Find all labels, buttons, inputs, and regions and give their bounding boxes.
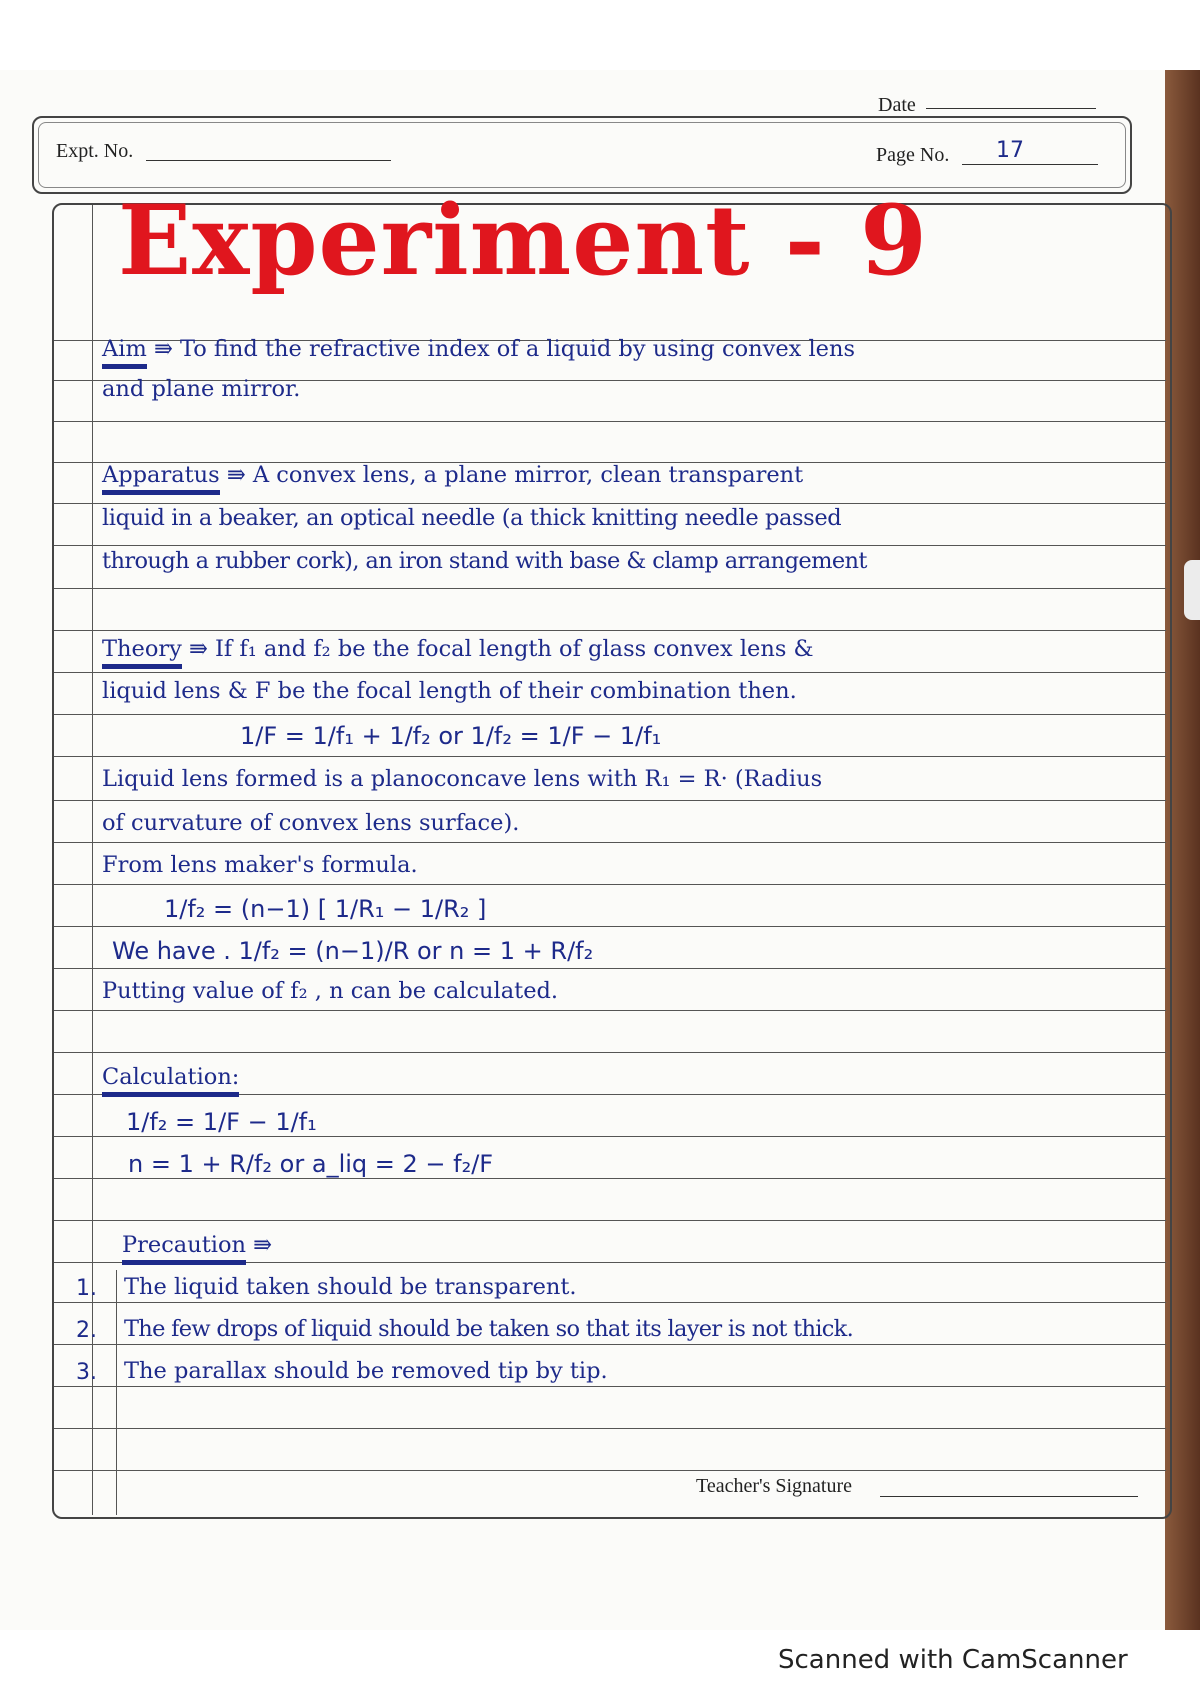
calculation-heading: Calculation: — [102, 1064, 239, 1097]
rule-line — [54, 842, 1166, 843]
rule-line — [54, 1344, 1166, 1345]
theory-text: If f₁ and f₂ be the focal length of glass convex lens & — [215, 636, 814, 662]
apparatus-line-1 — [102, 462, 803, 488]
aim-heading: Aim — [102, 336, 147, 369]
precaution-number: 2. — [76, 1318, 97, 1343]
precaution-line — [122, 1232, 272, 1258]
calculation-line — [102, 1064, 239, 1090]
rule-line — [54, 1302, 1166, 1303]
precaution-heading: Precaution — [122, 1232, 246, 1265]
header-box — [32, 116, 1132, 194]
theory-line-6: Putting value of f₂ , n can be calculated. — [102, 978, 559, 1004]
theory-formula-1: 1/F = 1/f₁ + 1/f₂ or 1/f₂ = 1/F − 1/f₁ — [240, 722, 662, 750]
expt-no-line — [146, 160, 391, 161]
arrow-icon: ⇛ — [188, 636, 215, 662]
apparatus-text: A convex lens, a plane mirror, clean transparent — [252, 462, 804, 488]
theory-formula-3: We have . 1/f₂ = (n−1)/R or n = 1 + R/f₂ — [112, 937, 594, 965]
rule-line — [54, 588, 1166, 589]
arrow-icon: ⇛ — [153, 336, 180, 362]
rule-line — [54, 800, 1166, 801]
rule-line — [54, 926, 1166, 927]
rule-line — [54, 968, 1166, 969]
arrow-icon: ⇛ — [253, 1232, 273, 1258]
theory-heading: Theory — [102, 636, 182, 669]
rule-line — [54, 1386, 1166, 1387]
rule-line — [54, 1220, 1166, 1221]
arrow-icon: ⇛ — [226, 462, 253, 488]
page-no-line — [962, 164, 1098, 165]
rule-line — [54, 884, 1166, 885]
rule-line — [54, 1052, 1166, 1053]
expt-no-label: Expt. No. — [56, 140, 134, 162]
rule-line — [54, 503, 1166, 504]
date-line — [926, 108, 1096, 109]
aim-line-1 — [102, 336, 855, 362]
apparatus-line-3: through a rubber cork), an iron stand with base & clamp arrangement — [102, 548, 867, 574]
rule-line — [54, 630, 1166, 631]
apparatus-heading: Apparatus — [102, 462, 220, 495]
pen-tip — [1184, 560, 1200, 620]
theory-line-5: From lens maker's formula. — [102, 852, 418, 878]
page-number: 17 — [996, 138, 1024, 163]
date-label: Date — [878, 94, 916, 116]
theory-formula-2: 1/f₂ = (n−1) [ 1/R₁ − 1/R₂ ] — [164, 895, 487, 923]
experiment-title: Experiment - 9 — [118, 184, 928, 297]
rule-line — [54, 1470, 1166, 1471]
rule-line — [54, 672, 1166, 673]
rule-line — [54, 1010, 1166, 1011]
theory-line-2: liquid lens & F be the focal length of their combination then. — [102, 678, 797, 704]
aim-text: To find the refractive index of a liquid by using convex lens — [179, 336, 856, 362]
theory-line-3: Liquid lens formed is a planoconcave lens with R₁ = R· (Radius — [102, 766, 823, 792]
rule-line — [54, 756, 1166, 757]
teacher-signature-line — [880, 1496, 1138, 1497]
calculation-formula-1: 1/f₂ = 1/F − 1/f₁ — [126, 1108, 317, 1136]
rule-line — [54, 714, 1166, 715]
precaution-item: The few drops of liquid should be taken so that its layer is not thick. — [124, 1316, 854, 1342]
precaution-number: 3. — [76, 1360, 97, 1385]
theory-line-4: of curvature of convex lens surface). — [102, 810, 520, 836]
precaution-item: The liquid taken should be transparent. — [124, 1274, 577, 1300]
rule-line — [54, 1136, 1166, 1137]
rule-line — [54, 1178, 1166, 1179]
theory-line-1 — [102, 636, 814, 662]
precaution-item: The parallax should be removed tip by tip. — [124, 1358, 608, 1384]
teacher-signature-label: Teacher's Signature — [696, 1475, 853, 1497]
rule-line — [54, 1428, 1166, 1429]
page-no-label: Page No. — [876, 144, 950, 166]
calculation-formula-2: n = 1 + R/f₂ or a_liq = 2 − f₂/F — [128, 1150, 494, 1178]
aim-line-2: and plane mirror. — [102, 376, 301, 402]
precaution-number: 1. — [76, 1276, 97, 1301]
margin-line-2 — [116, 1270, 117, 1515]
rule-line — [54, 545, 1166, 546]
rule-line — [54, 421, 1166, 422]
scanner-watermark: Scanned with CamScanner — [778, 1645, 1128, 1675]
apparatus-line-2: liquid in a beaker, an optical needle (a thick knitting needle passed — [102, 505, 842, 531]
